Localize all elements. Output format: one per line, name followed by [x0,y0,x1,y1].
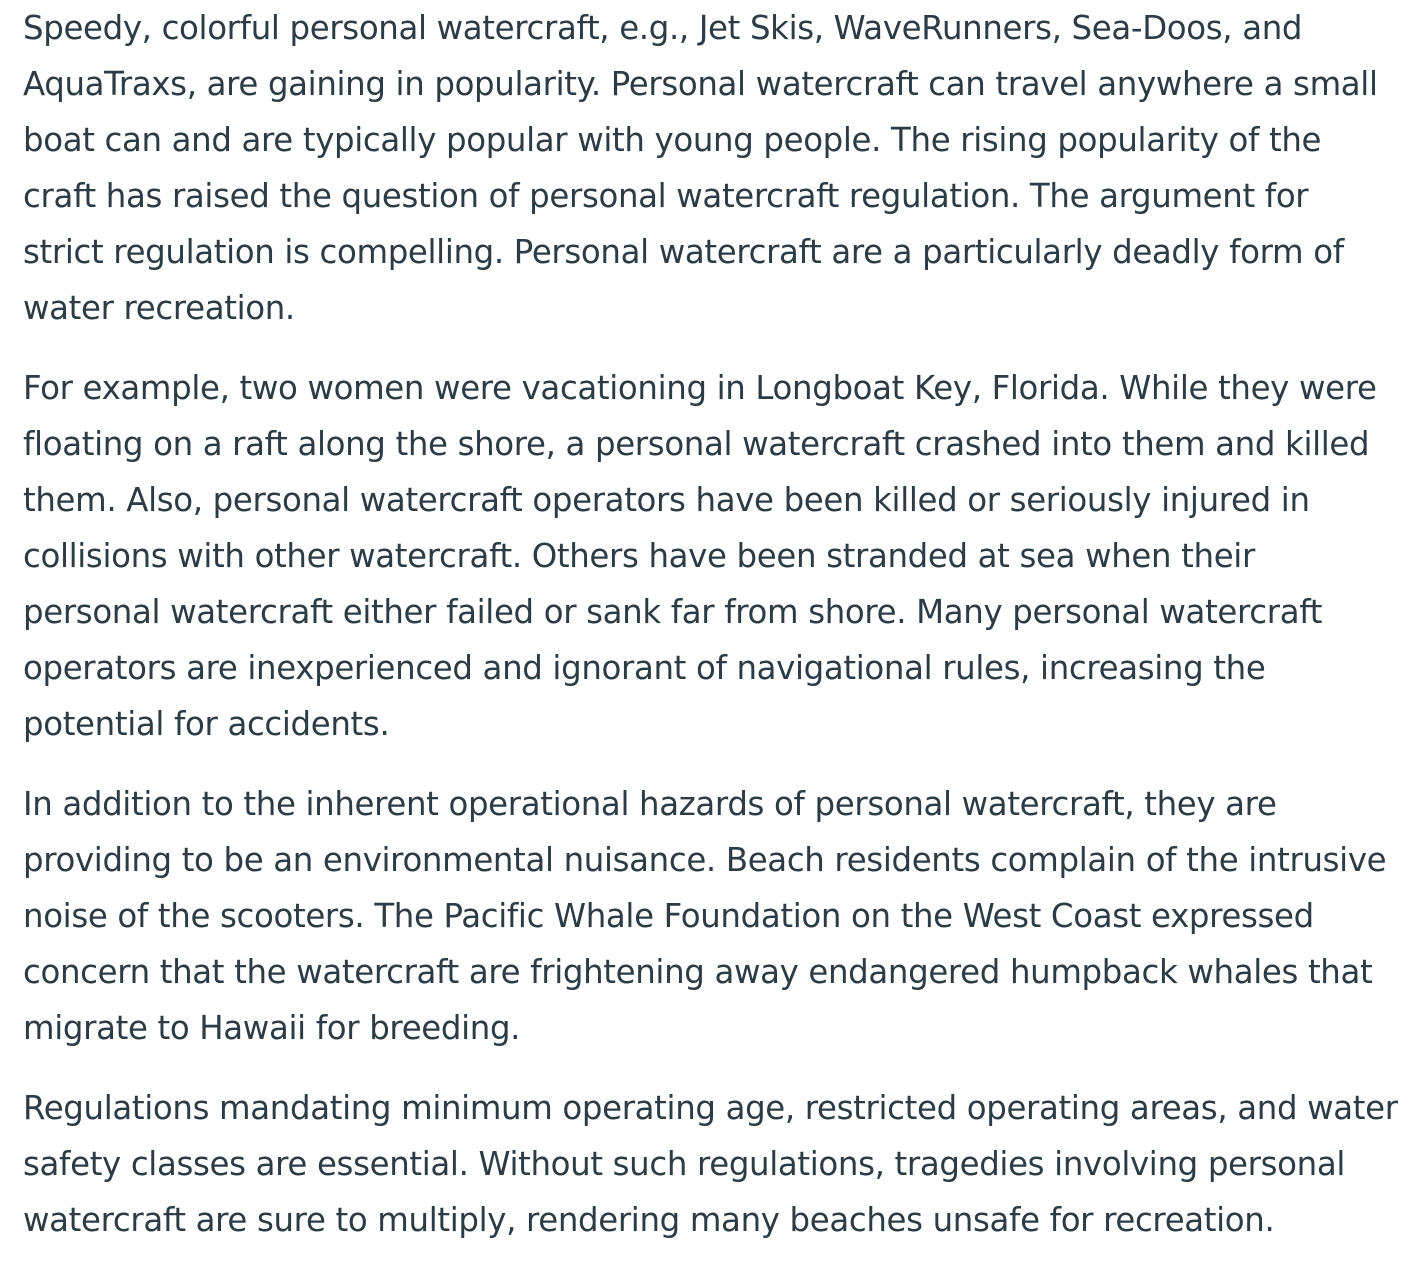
article-body [23,0,1428,1248]
paragraph-1 [23,0,1428,336]
text-line: In addition to the inherent operational hazards of personal watercraft, they are [23,785,1277,823]
text-line: For example, two women were vacationing in Longboat Key, Florida. While they were [23,369,1377,407]
text-line: AquaTraxs, are gaining in popularity. Personal watercraft can travel anywhere a small [23,65,1378,103]
text-line: Speedy, colorful personal watercraft, e.g., Jet Skis, WaveRunners, Sea-Doos, and [23,9,1303,47]
text-line: water recreation. [23,289,295,327]
text-line: Regulations mandating minimum operating age, restricted operating areas, and water [23,1089,1398,1127]
text-line: operators are inexperienced and ignorant of navigational rules, increasing the [23,649,1266,687]
text-line: floating on a raft along the shore, a personal watercraft crashed into them and killed [23,425,1370,463]
text-line: personal watercraft either failed or sank far from shore. Many personal watercraft [23,593,1323,631]
text-line: concern that the watercraft are frightening away endangered humpback whales that [23,953,1373,991]
text-line: noise of the scooters. The Pacific Whale Foundation on the West Coast expressed [23,897,1314,935]
text-line: potential for accidents. [23,705,390,743]
text-line: boat can and are typically popular with young people. The rising popularity of the [23,121,1322,159]
text-line: safety classes are essential. Without such regulations, tragedies involving personal [23,1145,1345,1183]
text-line: strict regulation is compelling. Personal watercraft are a particularly deadly form of [23,233,1344,271]
text-line: watercraft are sure to multiply, rendering many beaches unsafe for recreation. [23,1201,1275,1239]
paragraph-4 [23,1080,1428,1248]
paragraph-3 [23,776,1428,1056]
text-line: collisions with other watercraft. Others have been stranded at sea when their [23,537,1255,575]
text-line: providing to be an environmental nuisance. Beach residents complain of the intrusive [23,841,1387,879]
text-line: migrate to Hawaii for breeding. [23,1009,521,1047]
paragraph-2 [23,360,1428,752]
text-line: them. Also, personal watercraft operators have been killed or seriously injured in [23,481,1310,519]
text-line: craft has raised the question of personal watercraft regulation. The argument for [23,177,1309,215]
